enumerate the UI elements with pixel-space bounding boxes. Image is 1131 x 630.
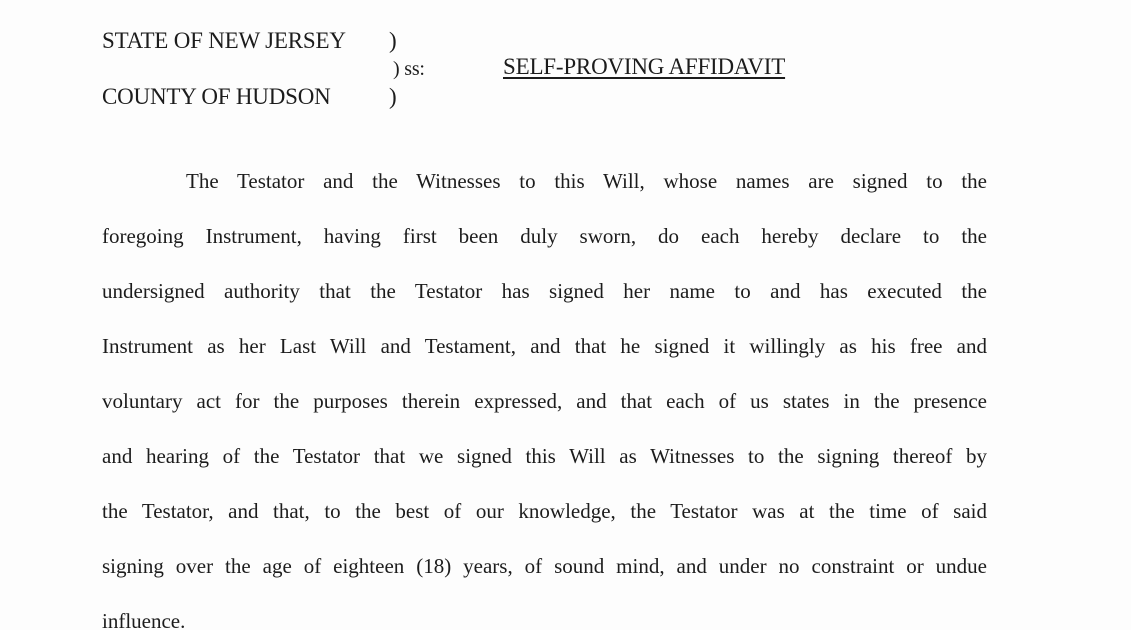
paragraph-line: Instrument as her Last Will and Testament, and that he signed it willingly as his free and (102, 334, 987, 358)
paragraph-line: voluntary act for the purposes therein expressed, and that each of us states in the presence (102, 389, 987, 413)
paragraph-line: influence. (102, 609, 186, 630)
venue-ss: ) ss: (393, 58, 425, 80)
venue-county: COUNTY OF HUDSON (102, 84, 331, 109)
paragraph-line: undersigned authority that the Testator has signed her name to and has executed the (102, 279, 987, 303)
venue-state: STATE OF NEW JERSEY (102, 28, 346, 53)
document-title: SELF-PROVING AFFIDAVIT (503, 54, 786, 79)
affidavit-paragraph (102, 162, 987, 630)
paragraph-line: and hearing of the Testator that we signed this Will as Witnesses to the signing thereof by (102, 444, 987, 468)
paragraph-line: The Testator and the Witnesses to this Will, whose names are signed to the (186, 169, 987, 193)
paragraph-line: signing over the age of eighteen (18) years, of sound mind, and under no constraint or undue (102, 554, 987, 578)
venue-state-paren: ) (389, 28, 397, 53)
venue-county-paren: ) (389, 84, 397, 109)
paragraph-line: foregoing Instrument, having first been duly sworn, do each hereby declare to the (102, 224, 987, 248)
paragraph-line: the Testator, and that, to the best of our knowledge, the Testator was at the time of said (102, 499, 987, 523)
